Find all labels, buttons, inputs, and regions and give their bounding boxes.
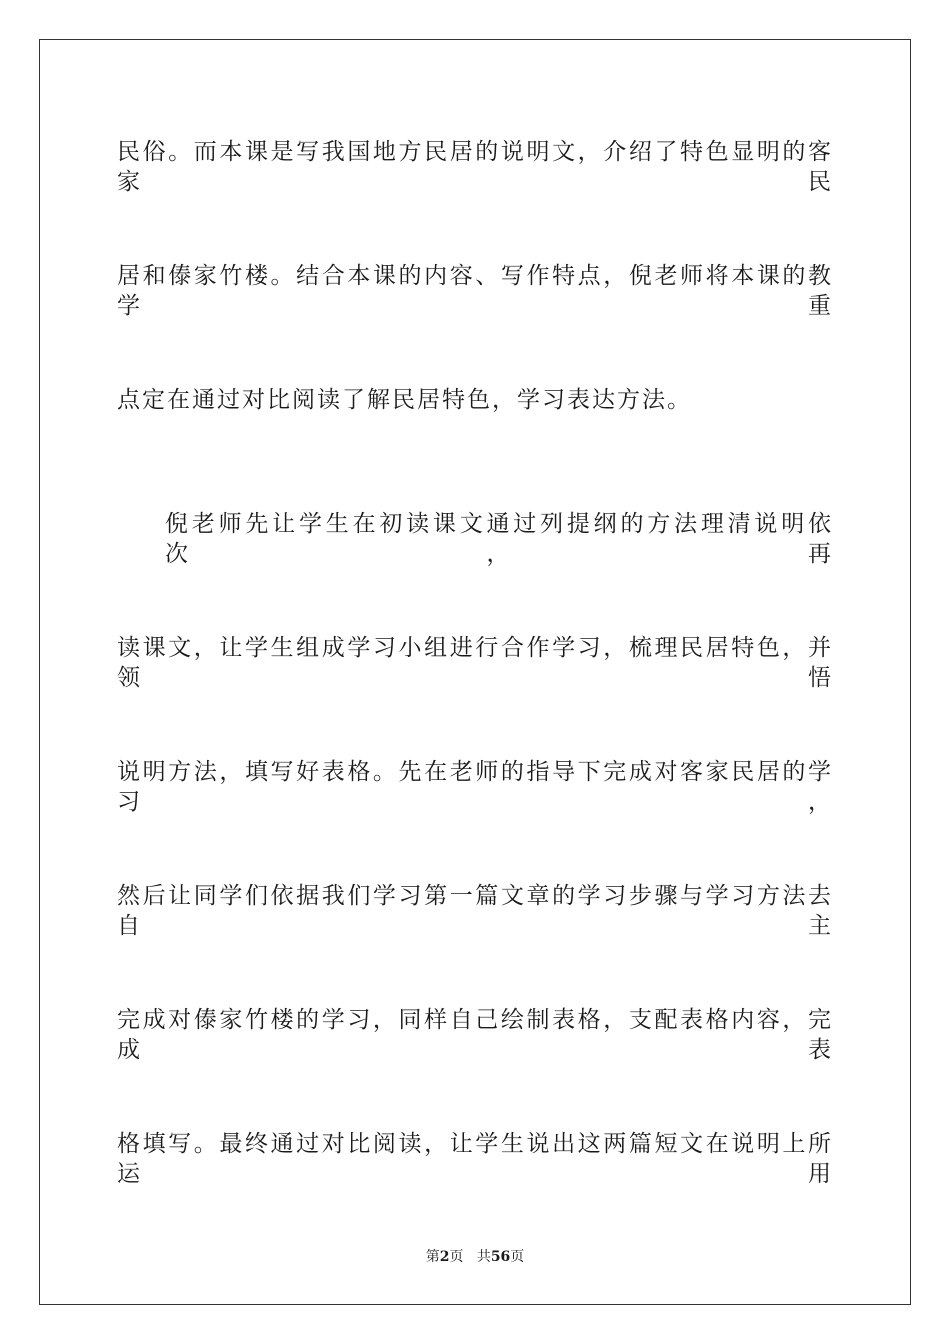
text-line-7: 然后让同学们依据我们学习第一篇文章的学习步骤与学习方法去自主 xyxy=(117,883,833,939)
text-line-6: 说明方法，填写好表格。先在老师的指导下完成对客家民居的学习， xyxy=(117,759,833,815)
text-line-8: 完成对傣家竹楼的学习，同样自己绘制表格，支配表格内容，完成表 xyxy=(117,1007,833,1063)
footer-page-prefix: 第 xyxy=(425,1249,440,1265)
text-line-4-paragraph-start: 倪老师先让学生在初读课文通过列提纲的方法理清说明依次，再 xyxy=(165,511,833,567)
footer-total-pages: 56 xyxy=(490,1249,511,1265)
text-line-5: 读课文，让学生组成学习小组进行合作学习，梳理民居特色，并领悟 xyxy=(117,635,833,691)
text-line-2: 居和傣家竹楼。结合本课的内容、写作特点，倪老师将本课的教学重 xyxy=(117,263,833,319)
text-line-1: 民俗。而本课是写我国地方民居的说明文，介绍了特色显明的客家民 xyxy=(117,139,833,195)
footer-total-prefix: 共 xyxy=(476,1249,491,1265)
text-line-3: 点定在通过对比阅读了解民居特色，学习表达方法。 xyxy=(117,387,692,413)
footer-page-suffix: 页 xyxy=(449,1249,464,1265)
footer-page-number: 2 xyxy=(439,1249,450,1265)
text-line-9: 格填写。最终通过对比阅读，让学生说出这两篇短文在说明上所运用 xyxy=(117,1131,833,1187)
page-footer xyxy=(0,1247,950,1267)
footer-total-suffix: 页 xyxy=(510,1249,525,1265)
